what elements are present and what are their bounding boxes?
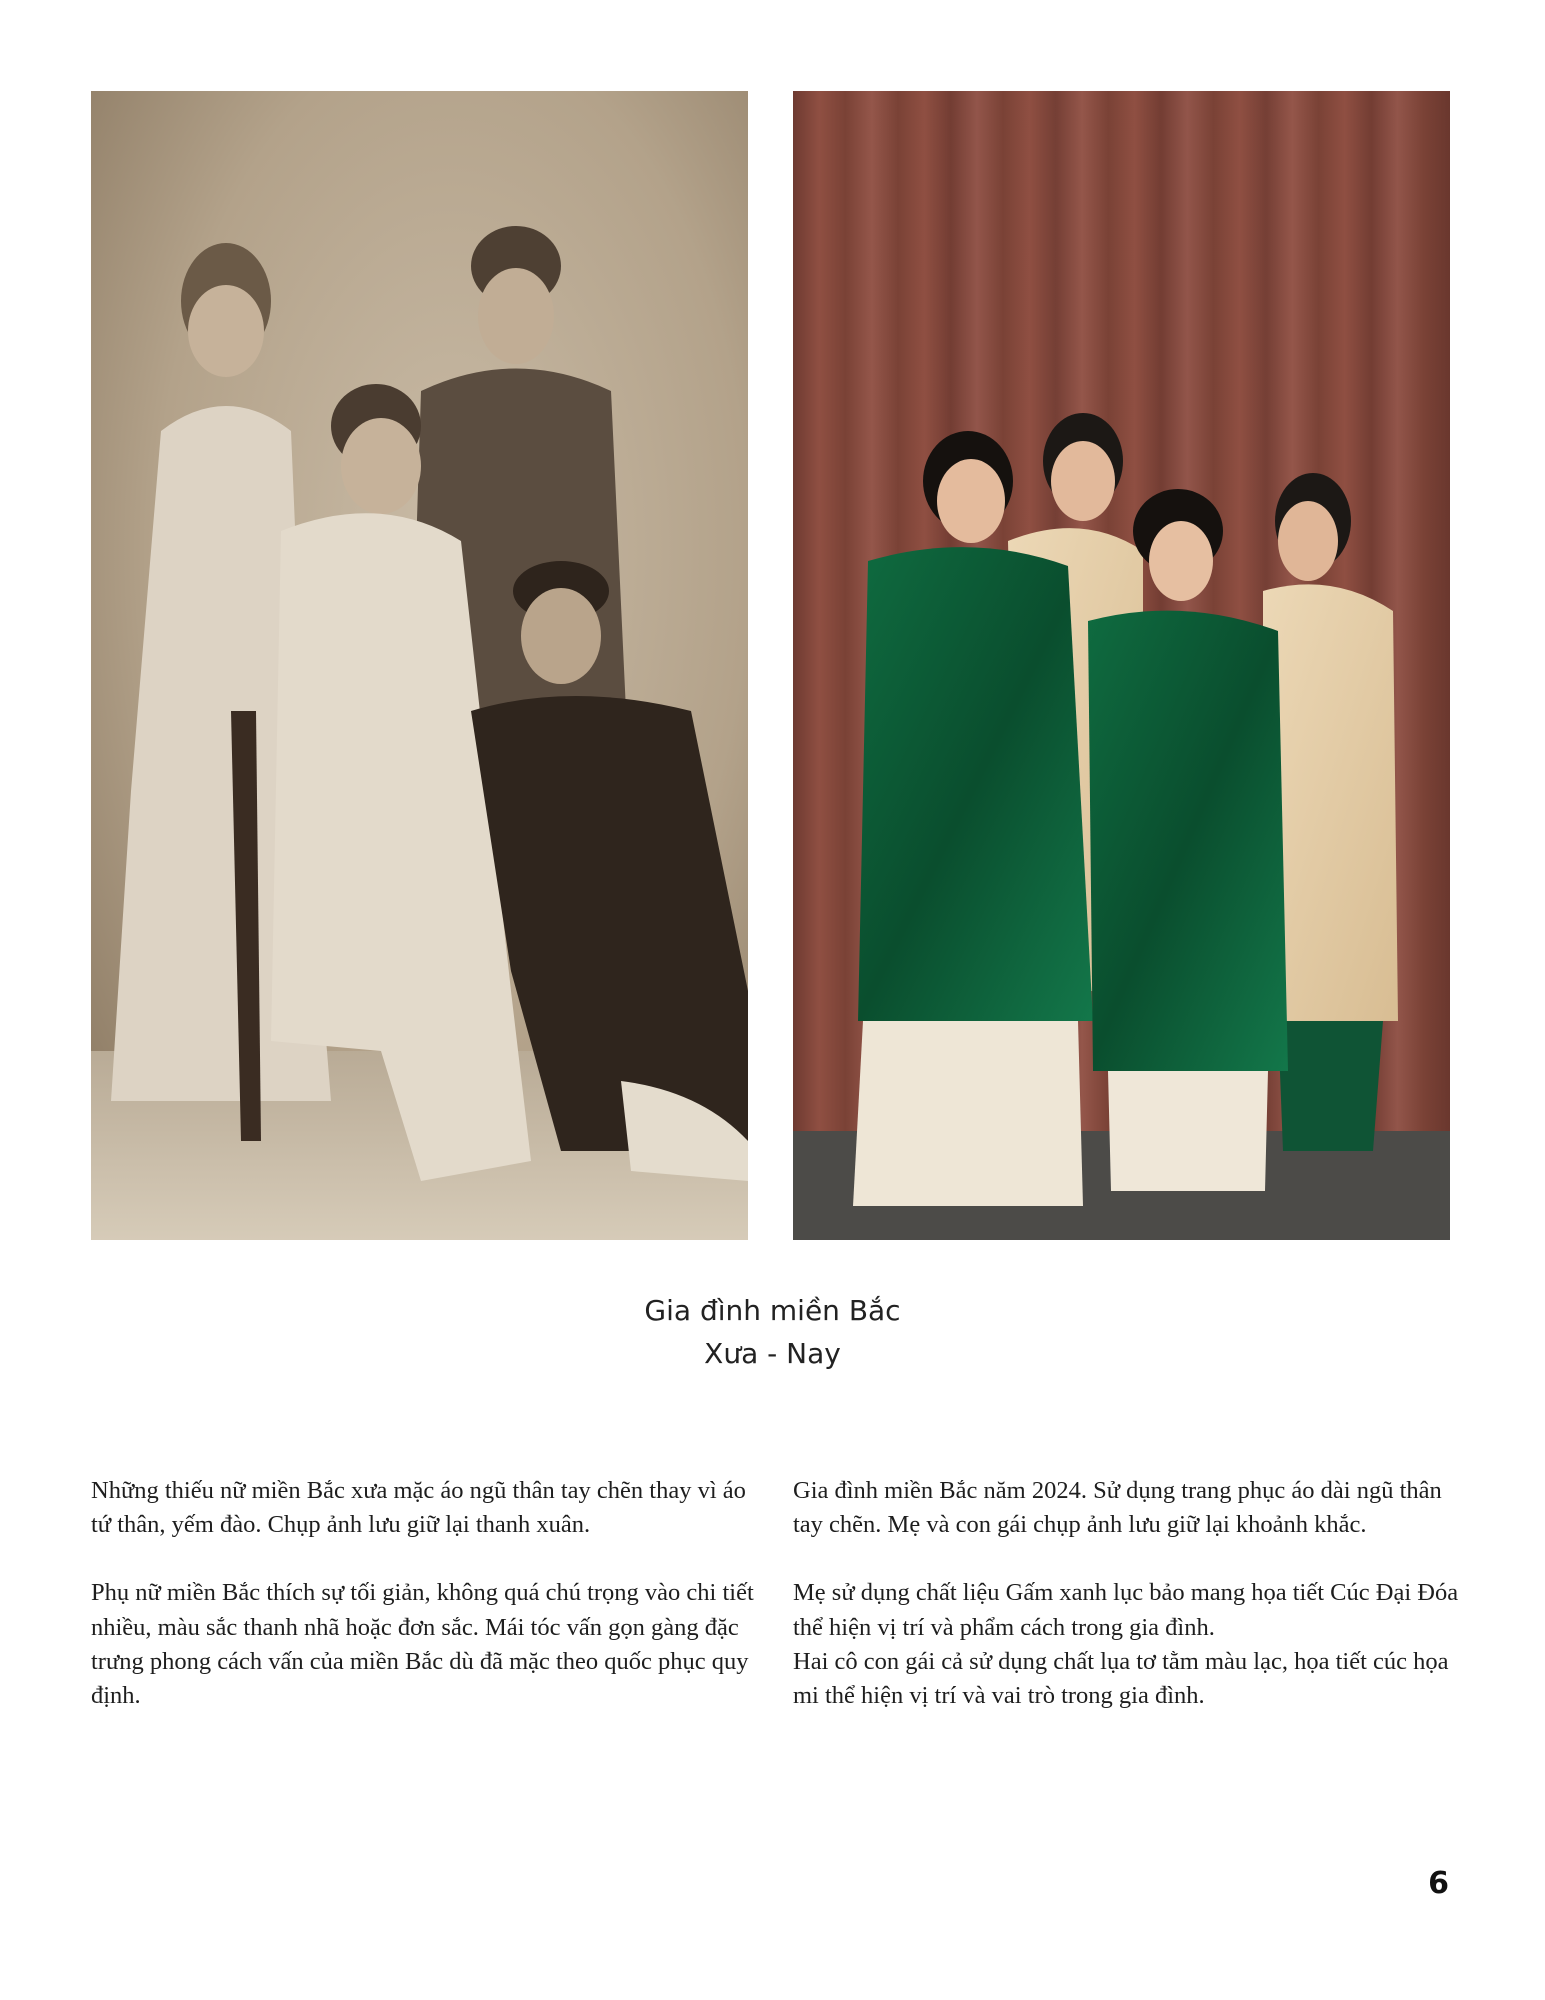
modern-family-photo: [793, 91, 1450, 1240]
caption-subtitle: Xưa - Nay: [704, 1337, 841, 1370]
left-text-column: [91, 1474, 766, 1747]
vintage-family-photo: [91, 91, 748, 1240]
left-paragraph-2: Phụ nữ miền Bắc thích sự tối giản, không quá chú trọng vào chi tiết nhiều, màu sắc thanh nhã hoặc đơn sắc. Mái tóc vấn gọn gàng đặc trưng phong cách vấn của miền Bắc dù đã mặc theo quốc phục quy định.: [91, 1579, 754, 1710]
right-text-column: [793, 1474, 1468, 1747]
page-number: 6: [1428, 1866, 1449, 1901]
left-paragraph-1: Những thiếu nữ miền Bắc xưa mặc áo ngũ thân tay chẽn thay vì áo tứ thân, yếm đào. Chụp ảnh lưu giữ lại thanh xuân.: [91, 1477, 746, 1539]
caption-title: Gia đình miền Bắc: [644, 1294, 901, 1327]
right-paragraph-2: [793, 1576, 1468, 1713]
photo-caption: [0, 1289, 1545, 1375]
right-paragraph-2-line-2: Hai cô con gái cả sử dụng chất lụa tơ tằm màu lạc, họa tiết cúc họa mi thể hiện vị trí và vai trò trong gia đình.: [793, 1647, 1449, 1710]
right-paragraph-2-line-1: Mẹ sử dụng chất liệu Gấm xanh lục bảo mang họa tiết Cúc Đại Đóa thể hiện vị trí và phẩm cách trong gia đình.: [793, 1579, 1459, 1641]
right-paragraph-1: Gia đình miền Bắc năm 2024. Sử dụng trang phục áo dài ngũ thân tay chẽn. Mẹ và con gái chụp ảnh lưu giữ lại khoảnh khắc.: [793, 1477, 1442, 1539]
